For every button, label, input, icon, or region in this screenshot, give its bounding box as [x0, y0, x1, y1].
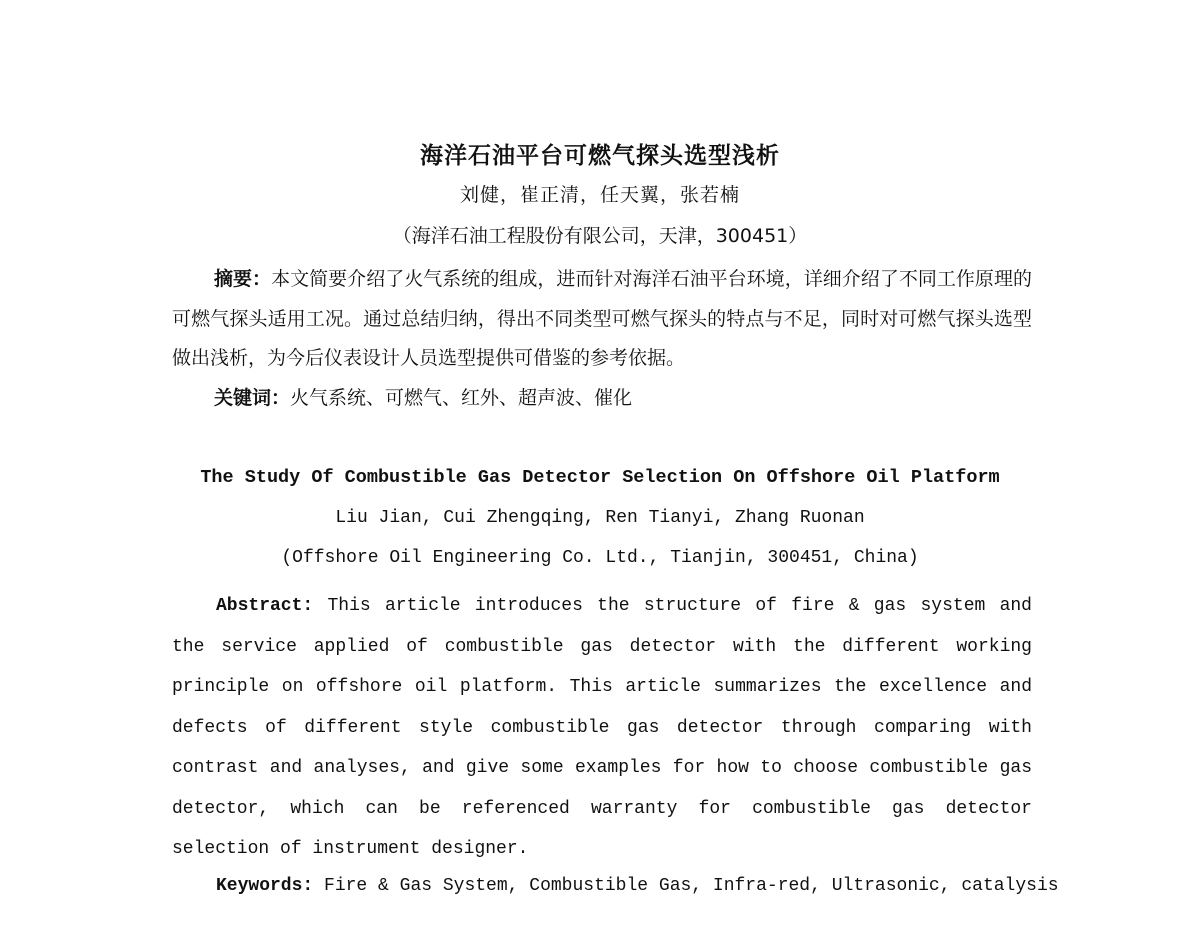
english-authors: Liu Jian, Cui Zhengqing, Ren Tianyi, Zhang Ruonan — [335, 508, 865, 528]
english-abstract — [172, 586, 1032, 870]
english-abstract-label: Abstract: — [216, 596, 314, 616]
chinese-keywords-text: 火气系统、可燃气、红外、超声波、催化 — [290, 387, 633, 409]
chinese-affiliation: （海洋石油工程股份有限公司，天津，300451） — [392, 225, 808, 247]
english-abstract-text: This article introduces the structure of fire & gas system and the service applied of combustible gas detector with the different working principle on offshore oil platform. This article summarizes the excellence and defects of different style combustible gas detector through comparing with contrast and analyses, and give some examples for how to choose combustible gas detector, which can be referenced warranty for combustible gas detector selection of instrument designer. — [172, 596, 1032, 859]
english-title: The Study Of Combustible Gas Detector Selection On Offshore Oil Platform — [200, 467, 1000, 488]
chinese-abstract-text: 本文简要介绍了火气系统的组成，进而针对海洋石油平台环境，详细介绍了不同工作原理的可燃气探头适用工况。通过总结归纳，得出不同类型可燃气探头的特点与不足，同时对可燃气探头选型做出浅析，为今后仪表设计人员选型提供可借鉴的参考依据。 — [172, 268, 1032, 369]
english-keywords-text: Fire & Gas System, Combustible Gas, Infra-red, Ultrasonic, catalysis — [324, 876, 1059, 896]
chinese-title: 海洋石油平台可燃气探头选型浅析 — [420, 143, 780, 169]
english-keywords-label: Keywords: — [216, 876, 314, 896]
chinese-keywords — [172, 383, 1032, 413]
chinese-abstract — [172, 260, 1032, 379]
chinese-abstract-label: 摘要： — [214, 268, 272, 290]
chinese-keywords-label: 关键词： — [214, 387, 291, 409]
english-affiliation: (Offshore Oil Engineering Co. Ltd., Tianjin, 300451, China) — [281, 548, 919, 568]
chinese-authors: 刘健，崔正清，任天翼，张若楠 — [459, 184, 740, 206]
english-keywords — [172, 871, 1059, 901]
